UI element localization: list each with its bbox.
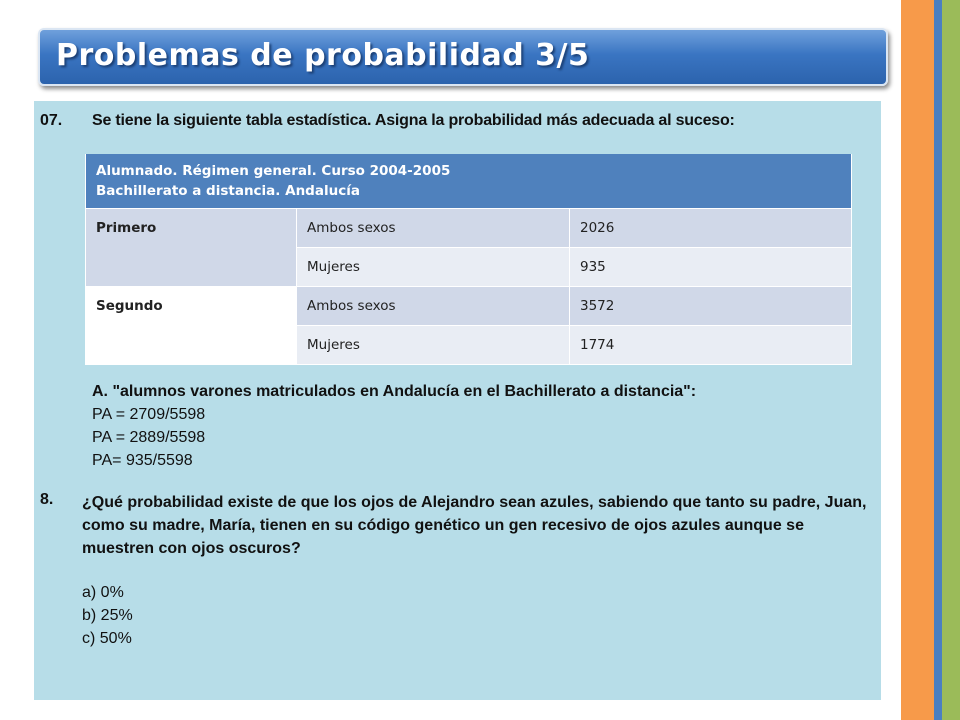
table-cell-sex: Ambos sexos [297,209,570,248]
answer-option: c) 50% [82,630,132,647]
table-header-line-1: Alumnado. Régimen general. Curso 2004-2005 [96,163,451,179]
table-cell-count: 935 [570,248,852,287]
table-cell-sex: Ambos sexos [297,287,570,326]
table-cell-count: 1774 [570,326,852,365]
question-8-number: 8. [40,491,54,508]
table-header-row [86,154,852,209]
table-cell-sex: Mujeres [297,248,570,287]
table-cell-level: Segundo [86,287,297,365]
decorative-stripe-orange [901,0,934,720]
decorative-stripe-blue [934,0,942,720]
question-7-text: Se tiene la siguiente tabla estadística. Asigna la probabilidad más adecuada al suceso: [92,112,735,129]
event-description: A. "alumnos varones matriculados en Andalucía en el Bachillerato a distancia": [92,383,697,400]
table-header-cell [86,154,852,209]
table-row [86,287,852,326]
question-8-text: ¿Qué probabilidad existe de que los ojos de Alejandro sean azules, sabiendo que tanto su padre, Juan, como su madre, María, tienen en su código genético un gen recesivo de ojos azules aunque se muestren con ojos oscuros? [82,494,867,557]
slide-title: Problemas de probabilidad 3/5 [56,38,590,73]
title-banner [38,28,888,86]
question-8-answers [82,581,133,650]
answer-option: PA = 2709/5598 [92,406,206,423]
question-7-number: 07. [40,112,63,129]
question-7-answers [92,380,696,472]
table-header-line-2: Bachillerato a distancia. Andalucía [96,183,360,199]
answer-option: PA = 2889/5598 [92,429,206,446]
table-row [86,209,852,248]
answer-option: a) 0% [82,584,124,601]
table-cell-count: 2026 [570,209,852,248]
table-cell-count: 3572 [570,287,852,326]
table-cell-sex: Mujeres [297,326,570,365]
statistics-table [85,154,852,365]
answer-option: PA= 935/5598 [92,452,193,469]
table-cell-level: Primero [86,209,297,287]
decorative-stripe-green [942,0,960,720]
answer-option: b) 25% [82,607,133,624]
